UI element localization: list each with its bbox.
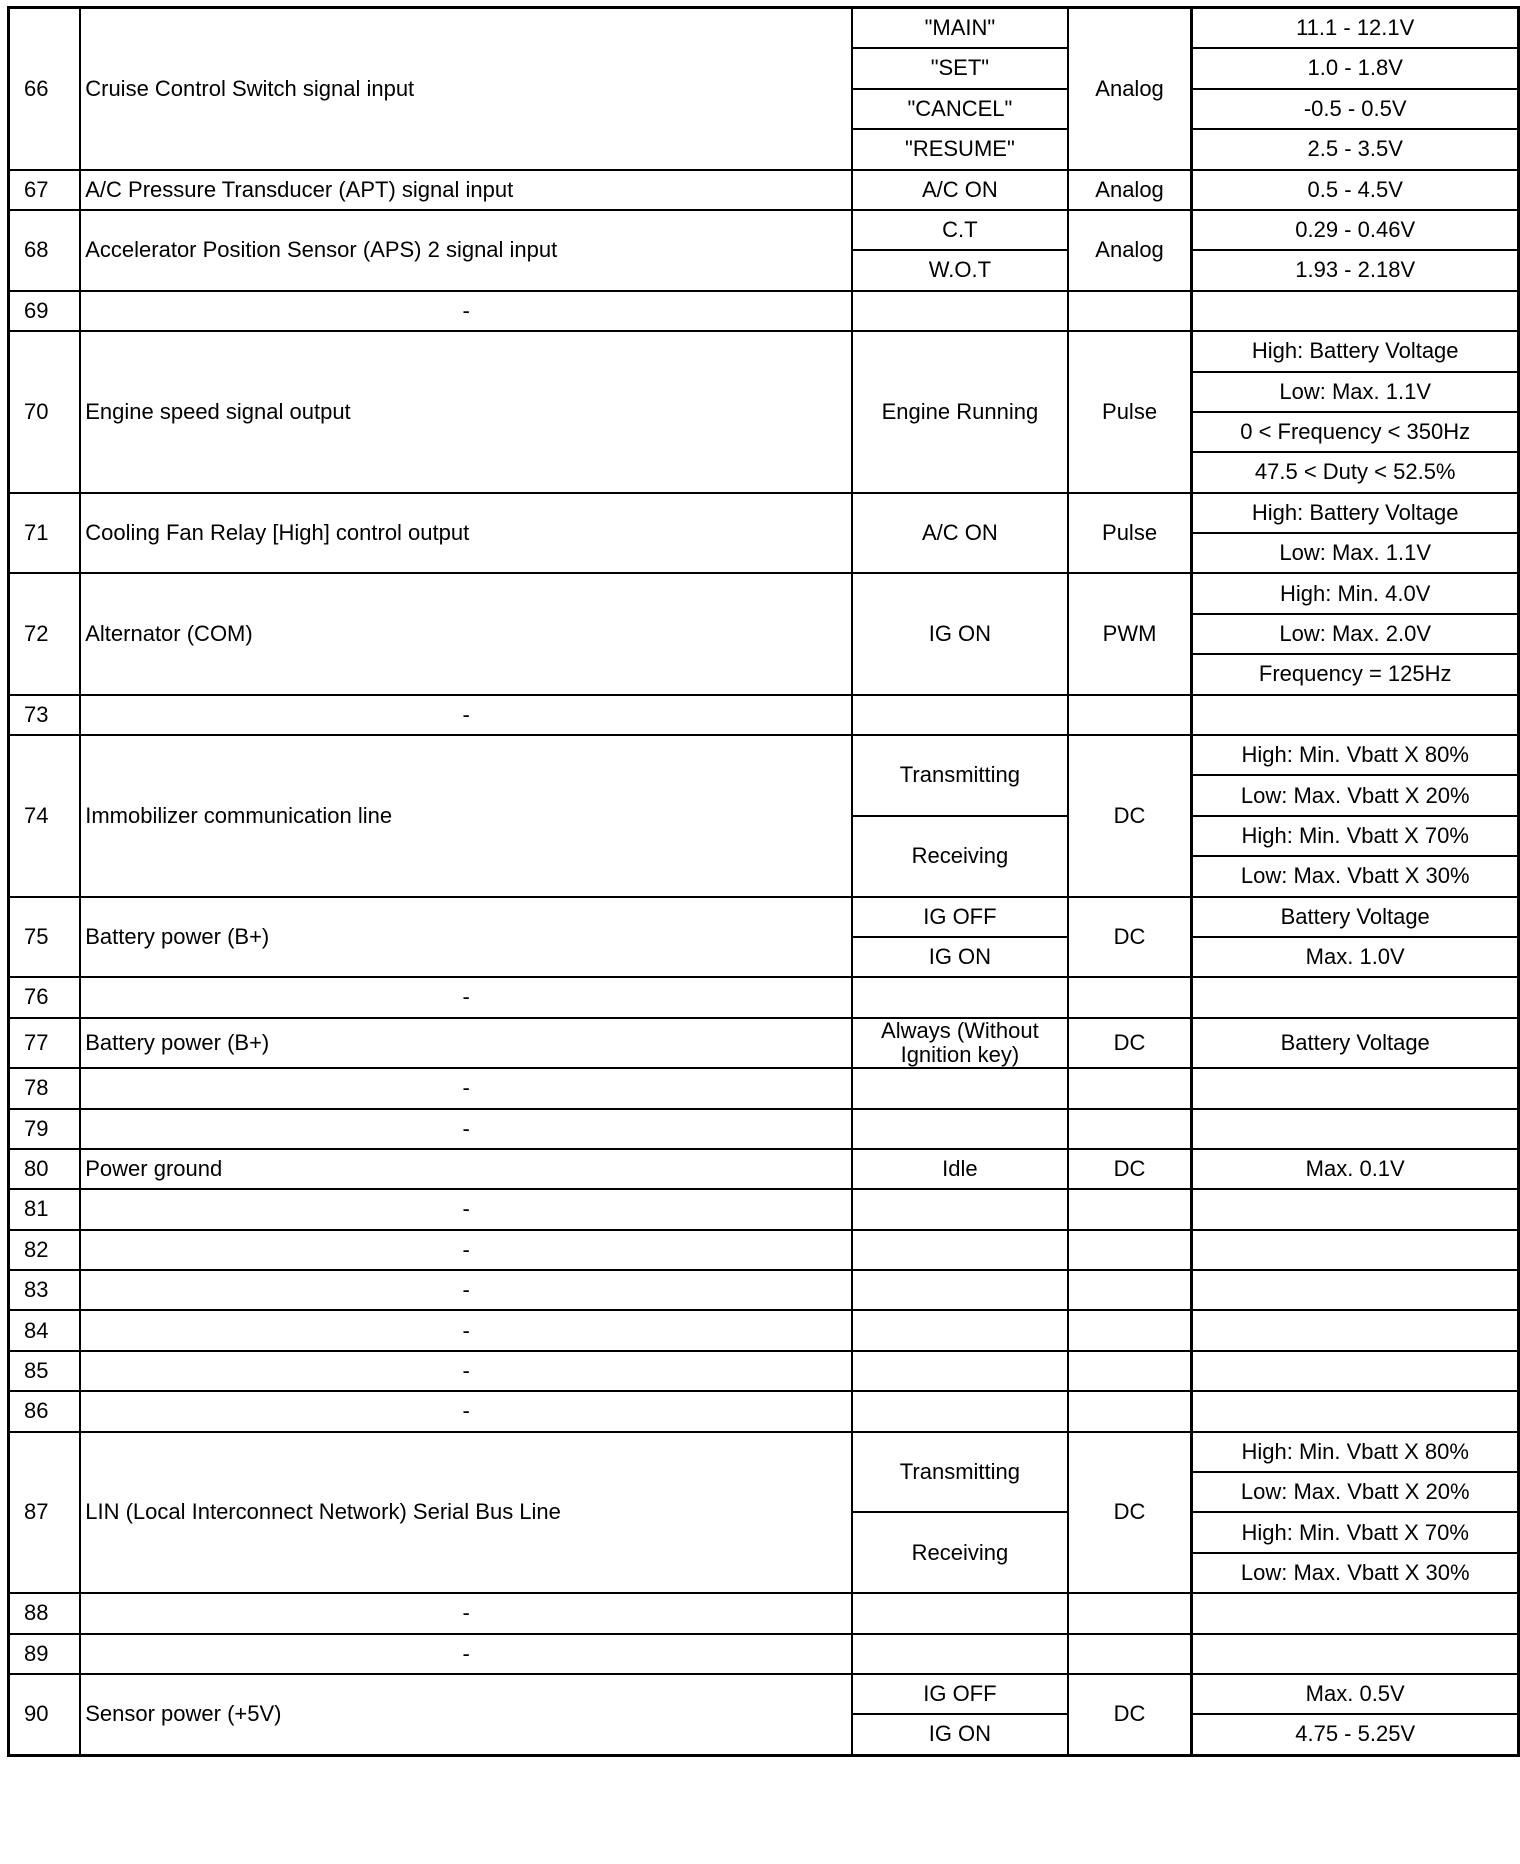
condition-cell: C.T bbox=[852, 210, 1068, 250]
pin-number: 66 bbox=[9, 8, 81, 170]
pin-number: 75 bbox=[9, 897, 81, 978]
pin-description: - bbox=[80, 1109, 852, 1149]
table-row bbox=[9, 1270, 1519, 1310]
condition-cell bbox=[852, 1634, 1068, 1674]
pin-number: 76 bbox=[9, 977, 81, 1017]
value-cell bbox=[1192, 1230, 1519, 1270]
condition-cell: A/C ON bbox=[852, 170, 1068, 210]
pin-description: - bbox=[80, 1230, 852, 1270]
value-cell: High: Min. Vbatt X 70% bbox=[1192, 1512, 1519, 1552]
signal-type: Analog bbox=[1068, 210, 1192, 291]
table-row bbox=[9, 331, 1519, 371]
value-cell: -0.5 - 0.5V bbox=[1192, 89, 1519, 129]
pin-number: 85 bbox=[9, 1351, 81, 1391]
pin-description: Cruise Control Switch signal input bbox=[80, 8, 852, 170]
value-cell bbox=[1192, 291, 1519, 331]
value-cell bbox=[1192, 1189, 1519, 1229]
value-cell: Low: Max. Vbatt X 30% bbox=[1192, 1553, 1519, 1593]
value-cell: 47.5 < Duty < 52.5% bbox=[1192, 452, 1519, 492]
pin-number: 86 bbox=[9, 1391, 81, 1431]
condition-cell: IG OFF bbox=[852, 897, 1068, 937]
condition-cell: Engine Running bbox=[852, 331, 1068, 493]
signal-type bbox=[1068, 1068, 1192, 1108]
condition-cell: Receiving bbox=[852, 816, 1068, 897]
pin-description: - bbox=[80, 977, 852, 1017]
table-row bbox=[9, 735, 1519, 775]
pin-number: 88 bbox=[9, 1593, 81, 1633]
table-row bbox=[9, 493, 1519, 533]
table-row bbox=[9, 1432, 1519, 1472]
table-body bbox=[9, 8, 1519, 1756]
pin-number: 79 bbox=[9, 1109, 81, 1149]
signal-type: DC bbox=[1068, 1149, 1192, 1189]
table-row bbox=[9, 977, 1519, 1017]
pin-description: Sensor power (+5V) bbox=[80, 1674, 852, 1755]
signal-type bbox=[1068, 1351, 1192, 1391]
condition-cell bbox=[852, 1068, 1068, 1108]
value-cell: 4.75 - 5.25V bbox=[1192, 1714, 1519, 1755]
pin-number: 83 bbox=[9, 1270, 81, 1310]
condition-cell: Transmitting bbox=[852, 1432, 1068, 1513]
table-row bbox=[9, 1674, 1519, 1714]
condition-cell: W.O.T bbox=[852, 250, 1068, 290]
value-cell bbox=[1192, 1634, 1519, 1674]
value-cell: High: Min. Vbatt X 70% bbox=[1192, 816, 1519, 856]
condition-cell bbox=[852, 1351, 1068, 1391]
pin-number: 70 bbox=[9, 331, 81, 493]
value-cell: 0.29 - 0.46V bbox=[1192, 210, 1519, 250]
value-cell bbox=[1192, 1310, 1519, 1350]
pin-description: Alternator (COM) bbox=[80, 573, 852, 694]
value-cell: Max. 0.1V bbox=[1192, 1149, 1519, 1189]
signal-type bbox=[1068, 1634, 1192, 1674]
table-row bbox=[9, 1068, 1519, 1108]
condition-cell: "SET" bbox=[852, 48, 1068, 88]
pin-description: - bbox=[80, 1189, 852, 1229]
pin-description: A/C Pressure Transducer (APT) signal input bbox=[80, 170, 852, 210]
pin-number: 90 bbox=[9, 1674, 81, 1755]
value-cell: 1.93 - 2.18V bbox=[1192, 250, 1519, 290]
signal-type: DC bbox=[1068, 1674, 1192, 1755]
pin-description: Power ground bbox=[80, 1149, 852, 1189]
pin-description: Engine speed signal output bbox=[80, 331, 852, 493]
pin-number: 74 bbox=[9, 735, 81, 897]
value-cell bbox=[1192, 1593, 1519, 1633]
condition-cell bbox=[852, 695, 1068, 735]
table-row bbox=[9, 210, 1519, 250]
pin-number: 81 bbox=[9, 1189, 81, 1229]
table-row bbox=[9, 1149, 1519, 1189]
table-row bbox=[9, 1310, 1519, 1350]
signal-type bbox=[1068, 1391, 1192, 1431]
value-cell: Low: Max. Vbatt X 20% bbox=[1192, 1472, 1519, 1512]
value-cell: High: Min. Vbatt X 80% bbox=[1192, 1432, 1519, 1472]
pin-number: 77 bbox=[9, 1018, 81, 1068]
value-cell: High: Battery Voltage bbox=[1192, 331, 1519, 371]
pin-number: 87 bbox=[9, 1432, 81, 1594]
pin-number: 69 bbox=[9, 291, 81, 331]
signal-type bbox=[1068, 1230, 1192, 1270]
value-cell: 11.1 - 12.1V bbox=[1192, 8, 1519, 49]
value-cell: High: Min. Vbatt X 80% bbox=[1192, 735, 1519, 775]
signal-type: Pulse bbox=[1068, 493, 1192, 574]
value-cell: Battery Voltage bbox=[1192, 897, 1519, 937]
table-row bbox=[9, 897, 1519, 937]
condition-cell: Transmitting bbox=[852, 735, 1068, 816]
value-cell: Battery Voltage bbox=[1192, 1018, 1519, 1068]
condition-cell bbox=[852, 977, 1068, 1017]
condition-cell bbox=[852, 1270, 1068, 1310]
signal-type: DC bbox=[1068, 735, 1192, 897]
pin-description: Battery power (B+) bbox=[80, 1018, 852, 1068]
pin-signal-table bbox=[7, 6, 1520, 1757]
value-cell bbox=[1192, 1270, 1519, 1310]
value-cell: Low: Max. 1.1V bbox=[1192, 372, 1519, 412]
signal-type: PWM bbox=[1068, 573, 1192, 694]
pin-number: 68 bbox=[9, 210, 81, 291]
condition-cell: IG ON bbox=[852, 937, 1068, 977]
signal-type: DC bbox=[1068, 897, 1192, 978]
condition-cell bbox=[852, 1391, 1068, 1431]
pin-description: Battery power (B+) bbox=[80, 897, 852, 978]
value-cell bbox=[1192, 695, 1519, 735]
value-cell: 0 < Frequency < 350Hz bbox=[1192, 412, 1519, 452]
table-row bbox=[9, 1189, 1519, 1229]
condition-cell: IG ON bbox=[852, 573, 1068, 694]
table-row bbox=[9, 1018, 1519, 1068]
condition-cell: Receiving bbox=[852, 1512, 1068, 1593]
condition-cell bbox=[852, 1189, 1068, 1229]
table-row bbox=[9, 695, 1519, 735]
value-cell: Low: Max. 2.0V bbox=[1192, 614, 1519, 654]
signal-type: Analog bbox=[1068, 170, 1192, 210]
pin-description: Cooling Fan Relay [High] control output bbox=[80, 493, 852, 574]
pin-number: 89 bbox=[9, 1634, 81, 1674]
value-cell: 0.5 - 4.5V bbox=[1192, 170, 1519, 210]
pin-number: 84 bbox=[9, 1310, 81, 1350]
pin-number: 80 bbox=[9, 1149, 81, 1189]
condition-cell bbox=[852, 1109, 1068, 1149]
pin-number: 78 bbox=[9, 1068, 81, 1108]
condition-cell bbox=[852, 1230, 1068, 1270]
condition-cell bbox=[852, 1310, 1068, 1350]
table-row bbox=[9, 1593, 1519, 1633]
pin-description: Accelerator Position Sensor (APS) 2 signal input bbox=[80, 210, 852, 291]
table-row bbox=[9, 1391, 1519, 1431]
signal-type bbox=[1068, 977, 1192, 1017]
pin-description: - bbox=[80, 695, 852, 735]
pin-description: LIN (Local Interconnect Network) Serial Bus Line bbox=[80, 1432, 852, 1594]
value-cell: Max. 0.5V bbox=[1192, 1674, 1519, 1714]
condition-cell: "CANCEL" bbox=[852, 89, 1068, 129]
condition-cell: IG ON bbox=[852, 1714, 1068, 1755]
signal-type bbox=[1068, 1189, 1192, 1229]
signal-type: DC bbox=[1068, 1018, 1192, 1068]
signal-type bbox=[1068, 695, 1192, 735]
condition-cell: Idle bbox=[852, 1149, 1068, 1189]
signal-type bbox=[1068, 291, 1192, 331]
pin-description: Immobilizer communication line bbox=[80, 735, 852, 897]
pin-number: 71 bbox=[9, 493, 81, 574]
value-cell bbox=[1192, 1351, 1519, 1391]
table-row bbox=[9, 170, 1519, 210]
table-row bbox=[9, 8, 1519, 49]
condition-cell: A/C ON bbox=[852, 493, 1068, 574]
table-row bbox=[9, 1109, 1519, 1149]
value-cell bbox=[1192, 1391, 1519, 1431]
pin-number: 72 bbox=[9, 573, 81, 694]
pin-description: - bbox=[80, 1634, 852, 1674]
condition-cell: "RESUME" bbox=[852, 129, 1068, 169]
condition-cell bbox=[852, 1593, 1068, 1633]
pin-description: - bbox=[80, 1068, 852, 1108]
value-cell: 2.5 - 3.5V bbox=[1192, 129, 1519, 169]
value-cell bbox=[1192, 977, 1519, 1017]
value-cell: High: Battery Voltage bbox=[1192, 493, 1519, 533]
pin-description: - bbox=[80, 291, 852, 331]
table-row bbox=[9, 1351, 1519, 1391]
signal-type: Analog bbox=[1068, 8, 1192, 170]
signal-type bbox=[1068, 1270, 1192, 1310]
condition-cell: Always (Without Ignition key) bbox=[852, 1018, 1068, 1068]
pin-description: - bbox=[80, 1593, 852, 1633]
table-row bbox=[9, 291, 1519, 331]
table-row bbox=[9, 573, 1519, 613]
value-cell: 1.0 - 1.8V bbox=[1192, 48, 1519, 88]
signal-type bbox=[1068, 1593, 1192, 1633]
value-cell: Frequency = 125Hz bbox=[1192, 654, 1519, 694]
pin-description: - bbox=[80, 1270, 852, 1310]
value-cell: Max. 1.0V bbox=[1192, 937, 1519, 977]
signal-type: Pulse bbox=[1068, 331, 1192, 493]
value-cell bbox=[1192, 1068, 1519, 1108]
value-cell: Low: Max. Vbatt X 20% bbox=[1192, 775, 1519, 815]
value-cell: High: Min. 4.0V bbox=[1192, 573, 1519, 613]
condition-cell bbox=[852, 291, 1068, 331]
pin-description: - bbox=[80, 1310, 852, 1350]
signal-type bbox=[1068, 1310, 1192, 1350]
signal-type: DC bbox=[1068, 1432, 1192, 1594]
pin-description: - bbox=[80, 1351, 852, 1391]
condition-cell: IG OFF bbox=[852, 1674, 1068, 1714]
table-row bbox=[9, 1634, 1519, 1674]
condition-cell: "MAIN" bbox=[852, 8, 1068, 49]
pin-number: 82 bbox=[9, 1230, 81, 1270]
pin-number: 73 bbox=[9, 695, 81, 735]
value-cell: Low: Max. 1.1V bbox=[1192, 533, 1519, 573]
value-cell bbox=[1192, 1109, 1519, 1149]
pin-number: 67 bbox=[9, 170, 81, 210]
signal-type bbox=[1068, 1109, 1192, 1149]
value-cell: Low: Max. Vbatt X 30% bbox=[1192, 856, 1519, 896]
pin-description: - bbox=[80, 1391, 852, 1431]
table-row bbox=[9, 1230, 1519, 1270]
